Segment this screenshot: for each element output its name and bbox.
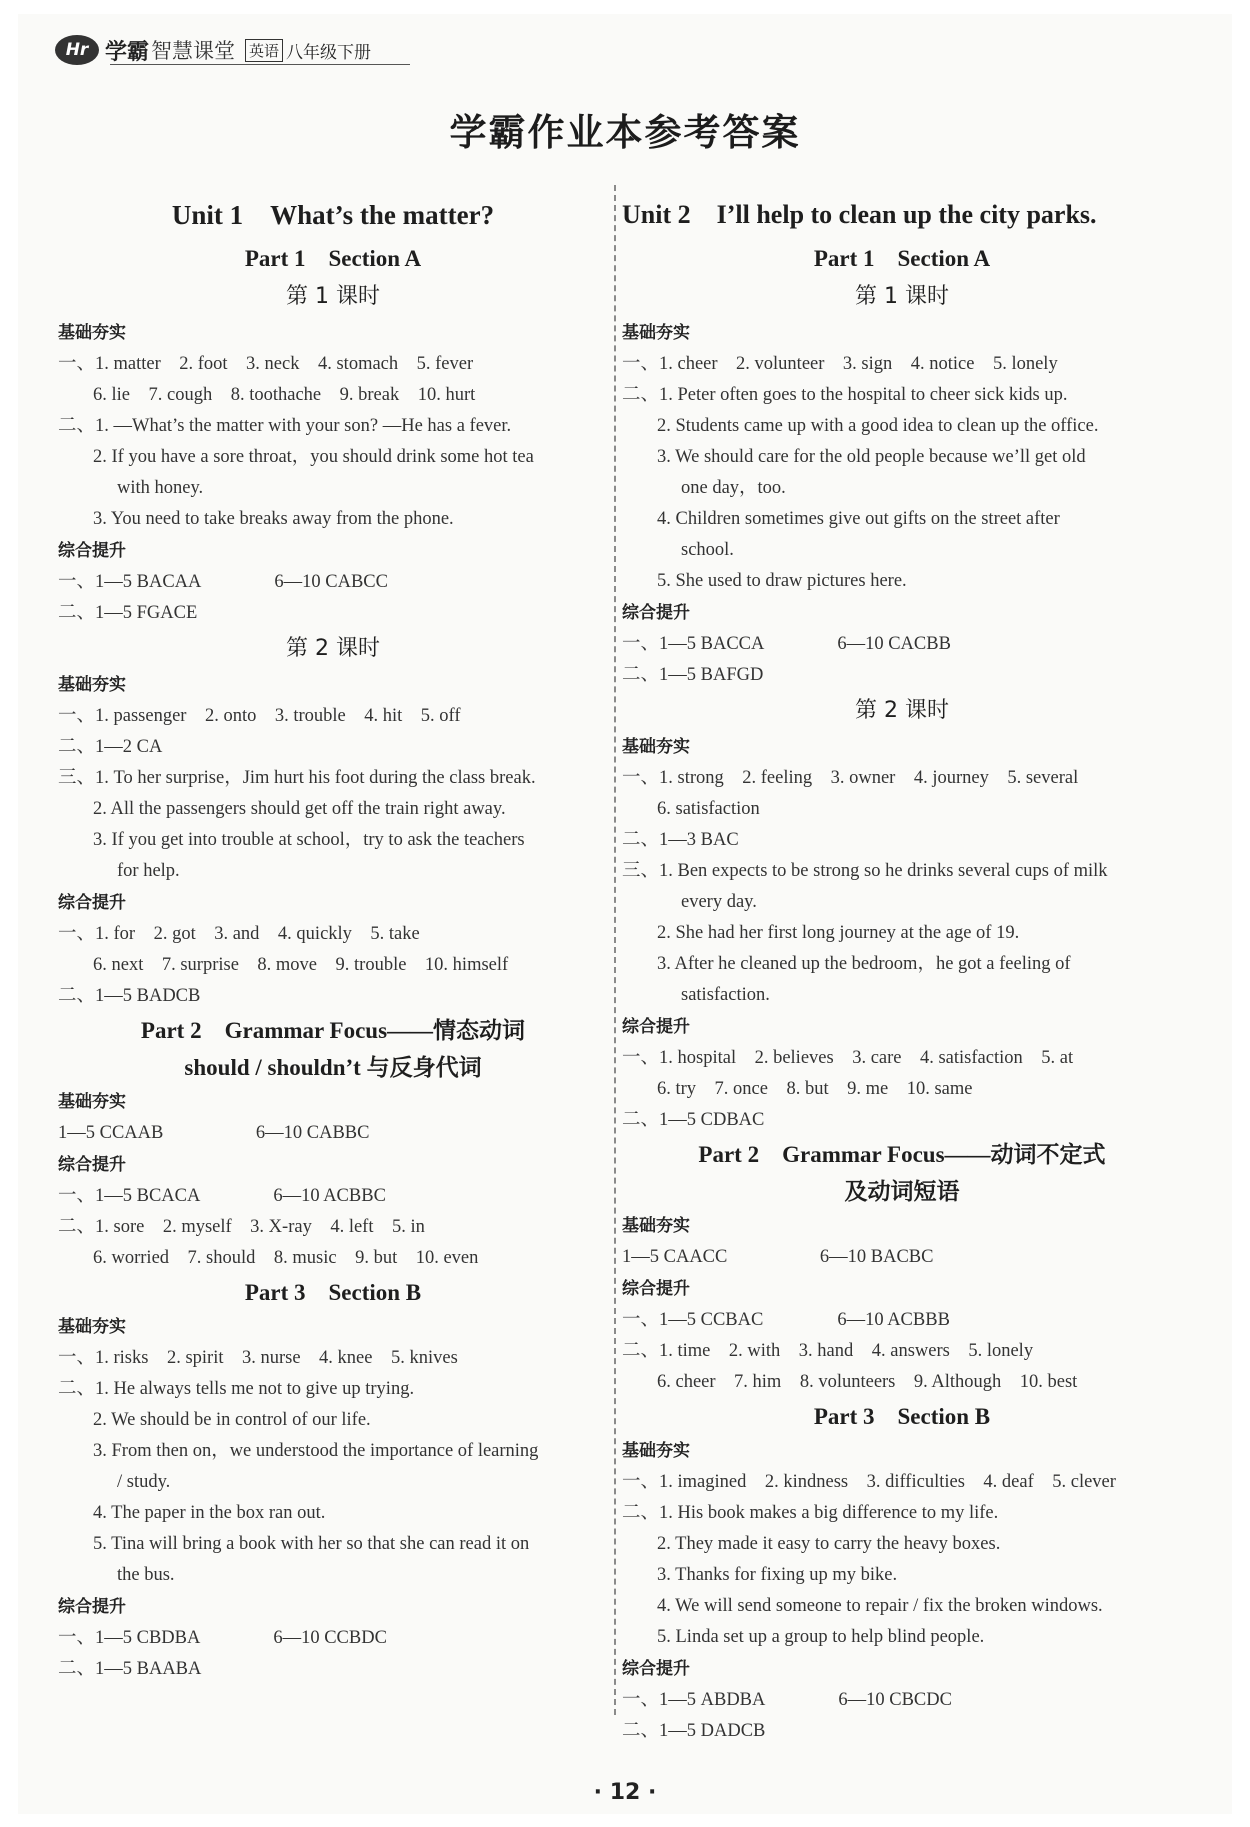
answer-line: 6. satisfaction [657,799,760,819]
section-label: 综合提升 [58,893,126,913]
answer-continuation: the bus. [117,1565,175,1585]
answer-line: 一、1—5 BCACA 6—10 ACBBC [58,1186,386,1206]
answer-line: 一、1. risks 2. spirit 3. nurse 4. knee 5. knives [58,1348,458,1368]
section-label: 综合提升 [58,1155,126,1175]
answer-line: 3. From then on，we understood the importance of learning [93,1441,539,1461]
lesson-heading: 第 2 课时 [286,636,380,661]
answer-line: 一、1. imagined 2. kindness 3. difficulties 4. deaf 5. clever [622,1472,1116,1492]
answer-line: 二、1—5 BADCB [58,986,201,1006]
answer-line: 3. You need to take breaks away from the phone. [93,509,454,529]
section-label: 综合提升 [622,1659,690,1679]
answer-line: 一、1—5 BACAA 6—10 CABCC [58,572,388,592]
answer-line: 2. Students came up with a good idea to clean up the office. [657,416,1099,436]
answer-continuation: for help. [117,861,180,881]
section-label: 基础夯实 [622,1441,690,1461]
part-heading: Part 1 Section A [813,246,991,271]
answer-line: 3. After he cleaned up the bedroom，he got a feeling of [657,954,1071,974]
left-column [58,190,608,1685]
answer-line: 二、1—5 BAFGD [622,665,764,685]
section-label: 基础夯实 [58,323,126,343]
section-label: 综合提升 [622,603,690,623]
part-heading: Part 2 Grammar Focus——动词不定式 [698,1142,1106,1167]
answer-line: 一、1. passenger 2. onto 3. trouble 4. hit 5. off [58,706,461,726]
answer-line: 5. Linda set up a group to help blind people. [657,1627,985,1647]
answer-line: 二、1. sore 2. myself 3. X-ray 4. left 5. in [58,1217,425,1237]
answer-line: 2. We should be in control of our life. [93,1410,371,1430]
answer-line: 3. We should care for the old people because we’ll get old [657,447,1086,467]
lesson-heading: 第 1 课时 [286,284,380,309]
section-label: 综合提升 [622,1279,690,1299]
section-label: 基础夯实 [622,1216,690,1236]
lesson-heading: 第 1 课时 [855,284,949,309]
answer-line: 一、1. matter 2. foot 3. neck 4. stomach 5. fever [58,354,474,374]
answer-line: 6. lie 7. cough 8. toothache 9. break 10. hurt [93,385,476,405]
page-number [0,1780,1250,1805]
answer-line: 二、1—2 CA [58,737,163,757]
unit-heading: Unit 2 I’ll help to clean up the city parks. [622,200,1097,229]
answer-continuation: with honey. [117,478,204,498]
part-heading: Part 2 Grammar Focus——情态动词 [140,1018,526,1043]
bullet-left: · [593,1780,603,1805]
answer-line: 1—5 CAACC 6—10 BACBC [622,1247,934,1267]
answer-line: 一、1. hospital 2. believes 3. care 4. satisfaction 5. at [622,1048,1074,1068]
answer-line: 5. She used to draw pictures here. [657,571,907,591]
answer-line: 一、1—5 ABDBA 6—10 CBCDC [622,1690,952,1710]
unit-heading: Unit 1 What’s the matter? [171,200,495,230]
answer-continuation: school. [681,540,734,560]
brand-logo-icon: Hr [55,35,99,65]
grade-label: 八年级下册 [286,42,372,63]
section-label: 综合提升 [58,1597,126,1617]
answer-line: 4. Children sometimes give out gifts on the street after [657,509,1060,529]
brand-name: 学霸 [105,39,150,65]
section-label: 综合提升 [58,541,126,561]
answer-line: 三、1. To her surprise，Jim hurt his foot during the class break. [58,768,536,788]
answer-continuation: every day. [681,892,757,912]
part-heading: should / shouldn’t 与反身代词 [184,1055,482,1080]
answer-line: 一、1. strong 2. feeling 3. owner 4. journey 5. several [622,768,1079,788]
answer-line: 6. next 7. surprise 8. move 9. trouble 10. himself [93,955,509,975]
answer-line: 二、1—5 FGACE [58,603,198,623]
answer-line: 二、1—5 CDBAC [622,1110,765,1130]
answer-line: 三、1. Ben expects to be strong so he drinks several cups of milk [622,861,1108,881]
answer-line: 一、1. cheer 2. volunteer 3. sign 4. notice 5. lonely [622,354,1058,374]
answer-line: 二、1—3 BAC [622,830,739,850]
subject-tag: 英语 [245,39,283,62]
header-rule [110,64,410,65]
answer-line: 2. If you have a sore throat，you should drink some hot tea [93,447,534,467]
answer-line: 一、1—5 BACCA 6—10 CACBB [622,634,951,654]
section-label: 基础夯实 [58,1317,126,1337]
answer-line: 二、1. His book makes a big difference to my life. [622,1503,999,1523]
section-label: 综合提升 [622,1017,690,1037]
answer-line: 二、1. He always tells me not to give up trying. [58,1379,415,1399]
answer-line: 3. If you get into trouble at school，try to ask the teachers [93,830,525,850]
answer-line: 5. Tina will bring a book with her so that she can read it on [93,1534,530,1554]
answer-line: 2. They made it easy to carry the heavy boxes. [657,1534,1001,1554]
answer-line: 二、1—5 BAABA [58,1659,202,1679]
part-heading: Part 1 Section A [244,246,422,271]
answer-line: 4. The paper in the box ran out. [93,1503,326,1523]
answer-line: 6. try 7. once 8. but 9. me 10. same [657,1079,973,1099]
answer-line: 6. cheer 7. him 8. volunteers 9. Although 10. best [657,1372,1078,1392]
answer-continuation: satisfaction. [681,985,770,1005]
brand-subtitle: 智慧课堂 [151,39,236,63]
answer-line: 二、1. Peter often goes to the hospital to cheer sick kids up. [622,385,1068,405]
answer-line: 2. She had her first long journey at the age of 19. [657,923,1020,943]
answer-line: 一、1. for 2. got 3. and 4. quickly 5. take [58,924,420,944]
answer-line: 一、1—5 CBDBA 6—10 CCBDC [58,1628,387,1648]
section-label: 基础夯实 [58,675,126,695]
answer-line: 4. We will send someone to repair / fix the broken windows. [657,1596,1103,1616]
answer-line: 2. All the passengers should get off the train right away. [93,799,506,819]
part-heading: Part 3 Section B [813,1404,991,1429]
part-heading: Part 3 Section B [244,1280,422,1305]
page-title: 学霸作业本参考答案 [449,111,801,154]
right-column [622,190,1182,1747]
answer-continuation: / study. [117,1472,171,1492]
section-label: 基础夯实 [622,323,690,343]
answer-line: 一、1—5 CCBAC 6—10 ACBBB [622,1310,950,1330]
answer-continuation: one day，too. [681,478,786,498]
answer-line: 3. Thanks for fixing up my bike. [657,1565,898,1585]
page-number-value: 12 [609,1780,641,1805]
column-divider [614,185,616,1715]
section-label: 基础夯实 [58,1092,126,1112]
answer-line: 二、1—5 DADCB [622,1721,766,1741]
bullet-right: · [647,1780,657,1805]
lesson-heading: 第 2 课时 [855,698,949,723]
answer-line: 1—5 CCAAB 6—10 CABBC [58,1123,370,1143]
section-label: 基础夯实 [622,737,690,757]
part-heading: 及动词短语 [844,1179,960,1204]
answer-line: 二、1. time 2. with 3. hand 4. answers 5. lonely [622,1341,1034,1361]
answer-line: 6. worried 7. should 8. music 9. but 10. even [93,1248,479,1268]
answer-line: 二、1. —What’s the matter with your son? —He has a fever. [58,416,512,436]
